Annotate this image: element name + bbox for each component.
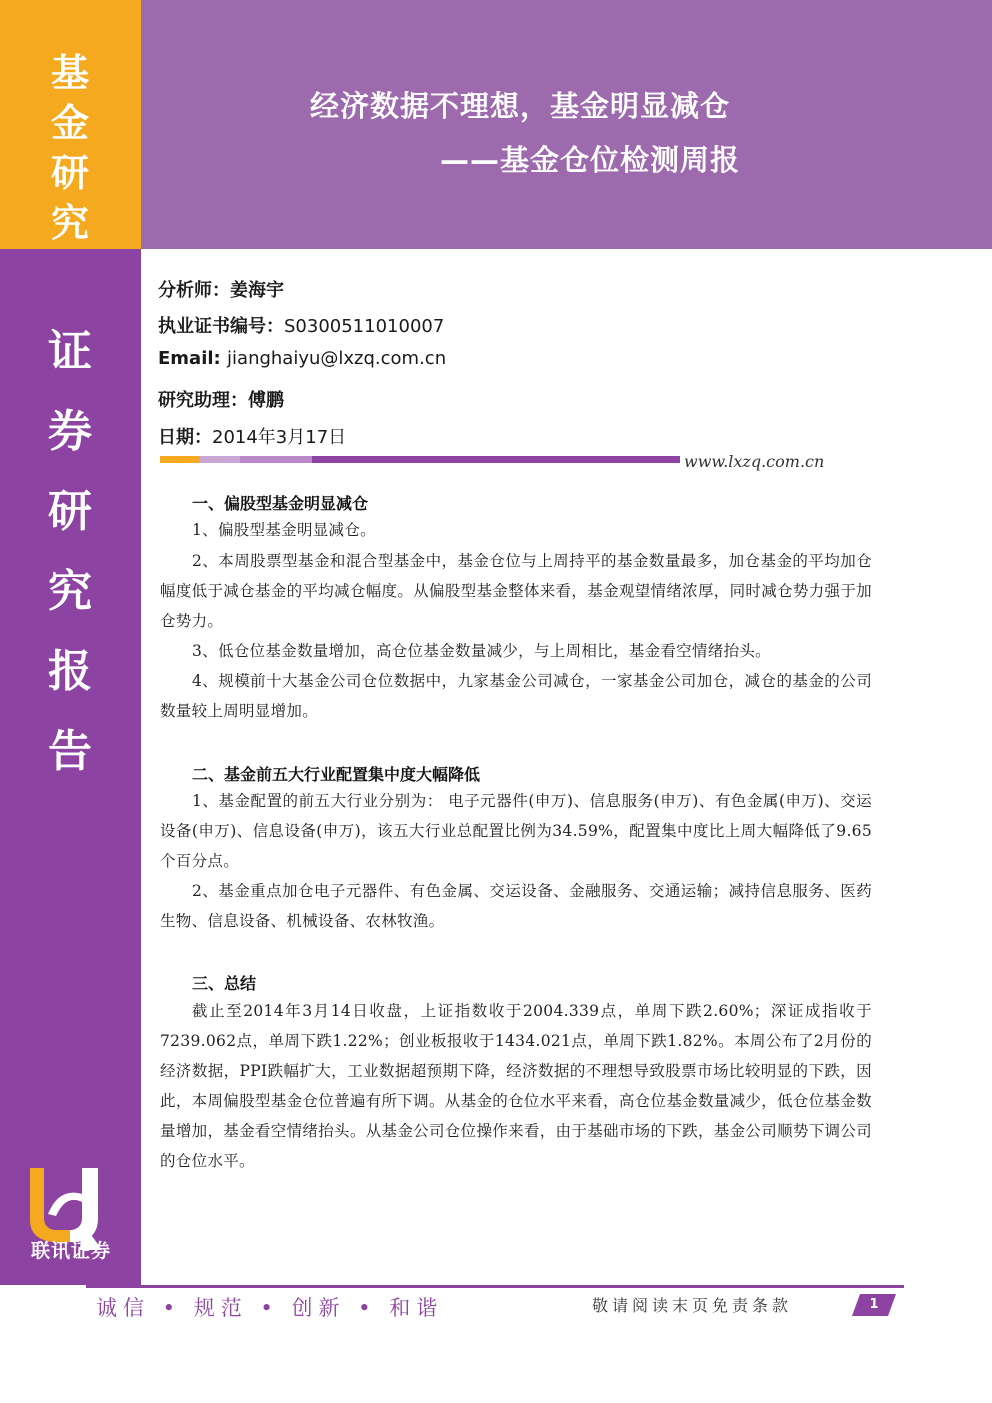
page-number: 1: [869, 1297, 879, 1312]
section-paragraph: 1、基金配置的前五大行业分别为： 电子元器件(申万)、信息服务(申万)、有色金属(申万)、交运设备(申万)、信息设备(申万)，该五大行业总配置比例为34.59%，配置集中度比上周大幅降低了9.65个百分点。: [160, 792, 872, 870]
email-line: [158, 348, 446, 369]
section-title: 一、偏股型基金明显减仓: [192, 494, 369, 513]
report-title: 经济数据不理想，基金明显减仓: [310, 89, 731, 123]
email-link[interactable]: jianghaiyu@lxzq.com.cn: [227, 348, 447, 369]
section-paragraph: 4、规模前十大基金公司仓位数据中，九家基金公司减仓，一家基金公司加仓，减仓的基金的公司数量较上周明显增加。: [160, 672, 872, 720]
logo-text: 联讯证券: [30, 1240, 111, 1262]
date-label: 日期：: [158, 427, 212, 448]
email-label: Email:: [158, 348, 221, 369]
section-paragraph: 2、基金重点加仓电子元器件、有色金属、交运设备、金融服务、交通运输；减持信息服务、医药生物、信息设备、机械设备、农林牧渔。: [160, 882, 872, 930]
section-paragraph: 2、本周股票型基金和混合型基金中，基金仓位与上周持平的基金数量最多，加仓基金的平均加仓幅度低于减仓基金的平均减仓幅度。从偏股型基金整体来看，基金观望情绪浓厚，同时减仓势力强于加仓势力。: [160, 552, 872, 630]
report-date: 2014年3月17日: [212, 427, 347, 448]
cert-label: 执业证书编号：: [158, 316, 284, 337]
assistant-name: 傅鹏: [248, 390, 284, 411]
assistant-line: [158, 386, 284, 412]
footer-slogan: 诚信 • 规范 • 创新 • 和谐: [96, 1296, 444, 1320]
section-paragraph: 截止至2014年3月14日收盘，上证指数收于2004.339点，单周下跌2.60%；深证成指收于7239.062点，单周下跌1.22%；创业板报收于1434.021点，单周下跌1.82%。本周公布了2月份的经济数据，PPI跌幅扩大，工业数据超预期下降，经济数据的不理想导致股票市场比较明显的下跌，因此，本周偏股型基金仓位普遍有所下调。从基金的仓位水平来看，高仓位基金数量减少，低仓位基金数量增加，基金看空情绪抬头。从基金公司仓位操作来看，由于基础市场的下跌，基金公司顺势下调公司的仓位水平。: [160, 1002, 872, 1170]
website-link[interactable]: www.lxzq.com.cn: [684, 452, 825, 471]
sidebar-report-label: 证券研究报告: [48, 326, 92, 777]
sidebar-panel: [0, 249, 141, 1285]
sidebar-top-panel: [0, 0, 141, 249]
section-paragraph: 3、低仓位基金数量增加，高仓位基金数量减少，与上周相比，基金看空情绪抬头。: [192, 642, 771, 660]
report-subtitle: ——基金仓位检测周报: [440, 143, 741, 177]
analyst-line: [158, 276, 284, 302]
footer-disclaimer: 敬请阅读末页免责条款: [592, 1296, 793, 1315]
section-title: 二、基金前五大行业配置集中度大幅降低: [192, 765, 481, 784]
analyst-label: 分析师：: [158, 280, 230, 301]
analyst-name: 姜海宇: [230, 280, 284, 301]
page-number-badge: [852, 1294, 896, 1316]
section-paragraph: 1、偏股型基金明显减仓。: [192, 521, 376, 539]
assistant-label: 研究助理：: [158, 390, 248, 411]
cert-number: S0300511010007: [284, 316, 445, 337]
header-divider: [160, 456, 680, 463]
sidebar-top-label: 基金研究: [50, 51, 89, 245]
footer-divider: [86, 1285, 904, 1288]
section-title: 三、总结: [192, 974, 257, 993]
date-line: [158, 423, 346, 449]
cert-line: [158, 312, 444, 338]
